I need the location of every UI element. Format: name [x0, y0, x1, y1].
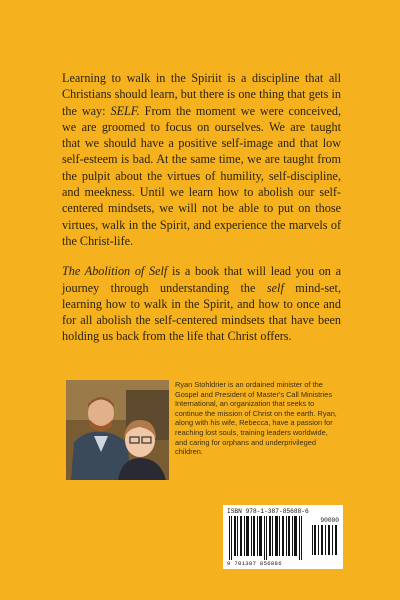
author-bio: Ryan Stohldrier is an ordained minister of the Gospel and President of Master's Call Ministries International, an organization that seeks to continue the mission of Christ on the earth. Ryan, along with his wife, Rebecca, have a passion for reaching lost souls, training leaders worldwide, and caring for orphans and underprivileged children.	[175, 380, 337, 457]
barcode	[223, 505, 343, 569]
blurb-emphasis-self: SELF.	[110, 103, 140, 118]
book-blurb	[62, 70, 341, 359]
blurb-text: Learning to walk in the Spiriit is a discipline that all Christians should learn, but there is one thing that gets in the way:	[62, 71, 341, 118]
author-photo-image	[66, 380, 169, 480]
isbn-label: ISBN 978-1-387-85688-6	[227, 508, 309, 515]
price-barcode-bars	[311, 525, 339, 555]
blurb-emphasis-self: self	[266, 280, 284, 295]
price-code: 90000	[320, 517, 339, 524]
blurb-text: is a book that will lead you on a journey through understanding the	[62, 264, 342, 295]
barcode-digits: 9 781387 856886	[227, 560, 282, 567]
blurb-text: mind-set, learning how to walk in the Spirit, and how to once and for all abolish the self-centered mindsets that have been holding us back from the life that Christ offers.	[62, 280, 341, 344]
blurb-text: From the moment we were conceived, we are groomed to focus on ourselves. We are taught that we should have a positive self-image and that low self-esteem is bad. At the same time, we are taught from the pulpit about the virtues of humility, self-discipline, and meekness. Until we learn how to abolish our self-centered mindsets, we will not be able to put on those virtues, walk in the Spirit, and experience the marvels of the Christ-life.	[62, 103, 341, 248]
author-photo	[66, 380, 169, 480]
ean-barcode-bars	[227, 516, 307, 560]
blurb-paragraph-1	[62, 70, 341, 249]
blurb-paragraph-2	[62, 263, 341, 344]
book-title-italic: The Abolition of Self	[62, 264, 168, 279]
